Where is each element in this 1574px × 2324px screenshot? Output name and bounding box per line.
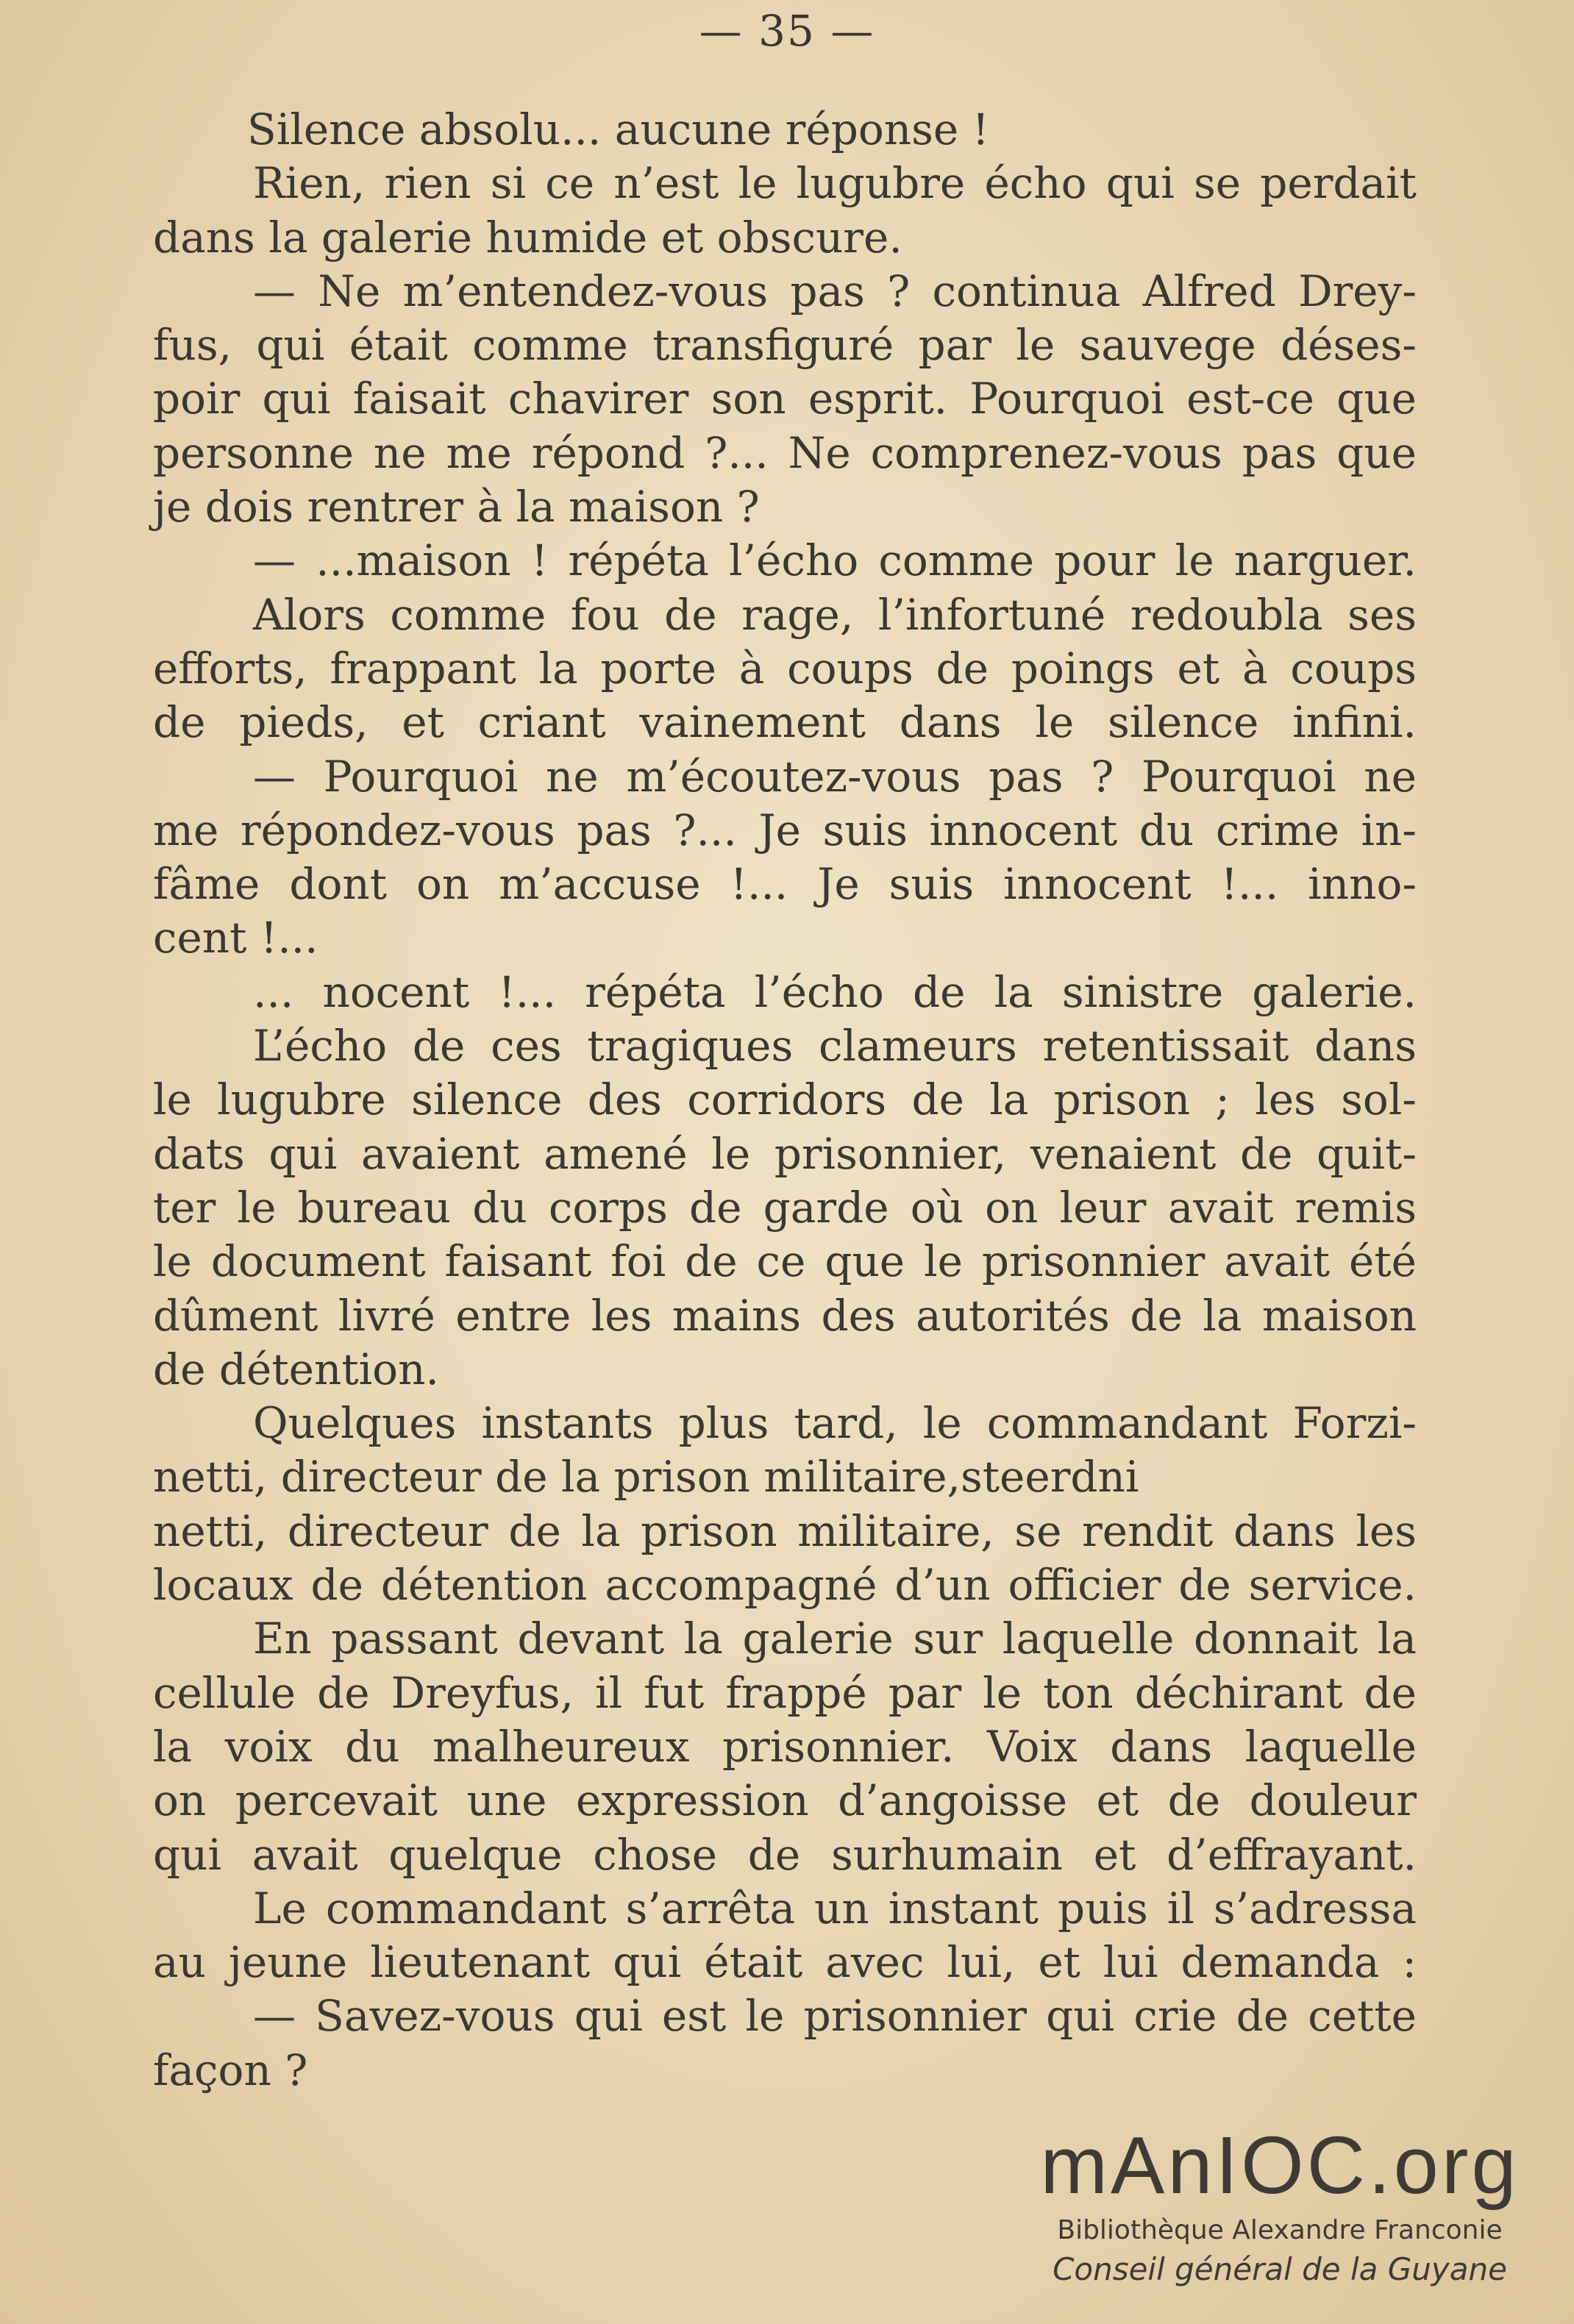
text-line: L’écho de ces tragiques clameurs retentissait dans (253, 1021, 1417, 1072)
text-line: netti, directeur de la prison militaire,steerdni (153, 1452, 1139, 1503)
text-line: Le commandant s’arrêta un instant puis il s’adressa (253, 1883, 1417, 1933)
text-line: fâme dont on m’accuse !... Je suis innocent !... inno- (153, 859, 1417, 910)
text-line: me répondez-vous pas ?... Je suis innocent du crime in- (153, 805, 1417, 855)
text-line: ... nocent !... répéta l’écho de la sinistre galerie. (253, 966, 1417, 1017)
text-line: netti, directeur de la prison militaire, se rendit dans les (153, 1505, 1417, 1556)
text-line: je dois rentrer à la maison ? (153, 482, 760, 532)
text-line: En passant devant la galerie sur laquelle donnait la (253, 1614, 1417, 1664)
text-line: Silence absolu... aucune réponse ! (247, 104, 989, 154)
text-line: dûment livré entre les mains des autorités de la maison (153, 1290, 1417, 1341)
text-line: dans la galerie humide et obscure. (153, 212, 902, 263)
body-text (153, 103, 1417, 2097)
text-line: — ...maison ! répéta l’écho comme pour le narguer. (253, 535, 1417, 586)
text-line: — Pourquoi ne m’écoutez-vous pas ? Pourquoi ne (253, 751, 1417, 802)
text-line: Alors comme fou de rage, l’infortuné redoubla ses (253, 589, 1417, 640)
text-line: cent !... (153, 913, 318, 963)
text-line: poir qui faisait chavirer son esprit. Pourquoi est-ce que (153, 374, 1417, 424)
text-line: la voix du malheureux prisonnier. Voix dans laquelle (153, 1721, 1417, 1772)
text-line: on percevait une expression d’angoisse et de douleur (153, 1775, 1417, 1826)
text-line: ter le bureau du corps de garde où on leur avait remis (153, 1182, 1417, 1233)
text-line: au jeune lieutenant qui était avec lui, et lui demanda : (153, 1937, 1417, 1988)
text-line: Rien, rien si ce n’est le lugubre écho qui se perdait (253, 158, 1417, 209)
text-line: locaux de détention accompagné d’un officier de service. (153, 1560, 1417, 1611)
text-line: façon ? (153, 2045, 308, 2095)
text-line: — Savez-vous qui est le prisonnier qui crie de cette (253, 1991, 1417, 2042)
text-line: personne ne me répond ?... Ne comprenez-vous pas que (153, 427, 1417, 478)
manioc-watermark (1015, 2120, 1545, 2287)
text-line: — Ne m’entendez-vous pas ? continua Alfred Drey- (253, 265, 1417, 316)
watermark-council: Conseil général de la Guyane (1053, 2251, 1507, 2287)
text-line: efforts, frappant la porte à coups de poings et à coups (153, 643, 1417, 694)
page-number: — 35 — (699, 6, 875, 56)
text-line: fus, qui était comme transfiguré par le sauvege déses- (153, 320, 1417, 371)
text-line: le document faisant foi de ce que le prisonnier avait été (153, 1236, 1417, 1287)
text-line: cellule de Dreyfus, il fut frappé par le ton déchirant de (153, 1667, 1417, 1718)
text-line: dats qui avaient amené le prisonnier, venaient de quit- (153, 1128, 1417, 1179)
text-line: le lugubre silence des corridors de la prison ; les sol- (153, 1074, 1417, 1125)
manioc-logo: mAnIOC.org (1040, 2120, 1520, 2211)
text-line: qui avait quelque chose de surhumain et d’effrayant. (153, 1829, 1417, 1880)
text-line: de pieds, et criant vainement dans le silence infini. (153, 697, 1417, 748)
text-line: Quelques instants plus tard, le commandant Forzi- (253, 1398, 1417, 1449)
text-line: de détention. (153, 1344, 439, 1394)
watermark-library: Bibliothèque Alexandre Franconie (1057, 2215, 1503, 2245)
